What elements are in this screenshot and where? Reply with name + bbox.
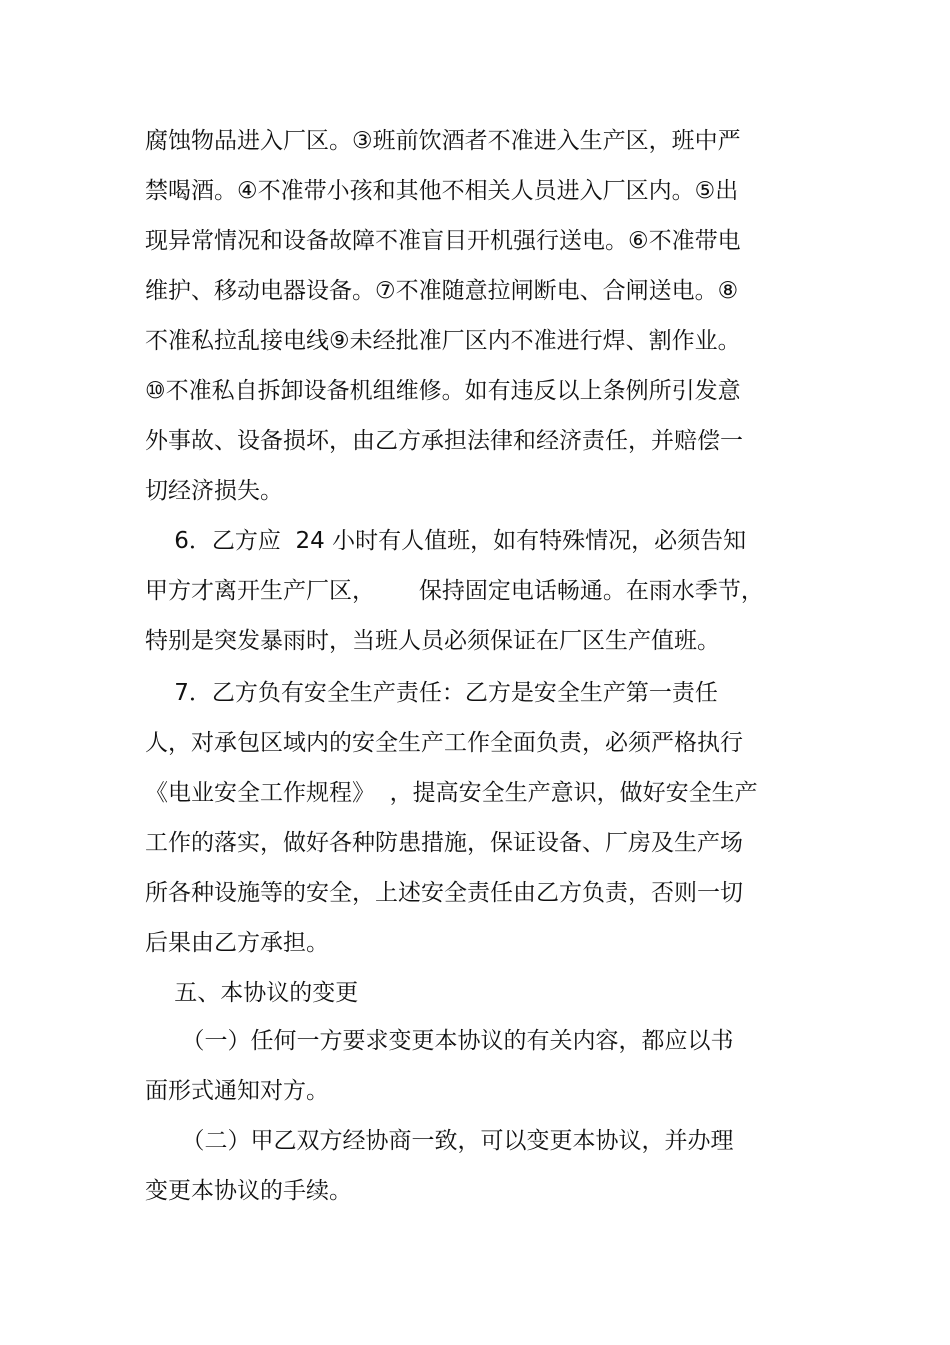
text-line: 维护、移动电器设备。⑦不准随意拉闸断电、合闸送电。⑧ bbox=[145, 278, 739, 304]
text-line: 不准私拉乱接电线⑨未经批准厂区内不准进行焊、割作业。 bbox=[145, 328, 741, 354]
clause-2-line: （二）甲乙双方经协商一致，可以变更本协议，并办理 bbox=[145, 1128, 734, 1154]
text-line: 工作的落实，做好各种防患措施，保证设备、厂房及生产场 bbox=[145, 830, 743, 856]
text-line: 《电业安全工作规程》 ，提高安全生产意识，做好安全生产 bbox=[145, 780, 758, 806]
clause-1-line: （一）任何一方要求变更本协议的有关内容，都应以书 bbox=[145, 1028, 734, 1054]
text-line: 腐蚀物品进入厂区。③班前饮酒者不准进入生产区，班中严 bbox=[145, 128, 741, 154]
section-heading: 五、本协议的变更 bbox=[145, 980, 359, 1006]
text-line: 所各种设施等的安全，上述安全责任由乙方负责，否则一切 bbox=[145, 880, 743, 906]
text-line: 甲方才离开生产厂区， 保持固定电话畅通。在雨水季节， bbox=[145, 578, 764, 604]
text-line: 禁喝酒。④不准带小孩和其他不相关人员进入厂区内。⑤出 bbox=[145, 178, 739, 204]
text-line: 变更本协议的手续。 bbox=[145, 1178, 352, 1204]
text-line: ⑩不准私自拆卸设备机组维修。如有违反以上条例所引发意 bbox=[145, 378, 741, 404]
paragraph-7-line: 7．乙方负有安全生产责任：乙方是安全生产第一责任 bbox=[145, 680, 718, 706]
text-line: 特别是突发暴雨时，当班人员必须保证在厂区生产值班。 bbox=[145, 628, 720, 654]
text-line: 现异常情况和设备故障不准盲目开机强行送电。⑥不准带电 bbox=[145, 228, 741, 254]
text-line: 后果由乙方承担。 bbox=[145, 930, 329, 956]
text-line: 面形式通知对方。 bbox=[145, 1078, 329, 1104]
text-line: 外事故、设备损坏，由乙方承担法律和经济责任，并赔偿一 bbox=[145, 428, 743, 454]
paragraph-6-line: 6．乙方应 24 小时有人值班，如有特殊情况，必须告知 bbox=[145, 528, 747, 554]
text-line: 切经济损失。 bbox=[145, 478, 283, 504]
text-line: 人，对承包区域内的安全生产工作全面负责，必须严格执行 bbox=[145, 730, 743, 756]
